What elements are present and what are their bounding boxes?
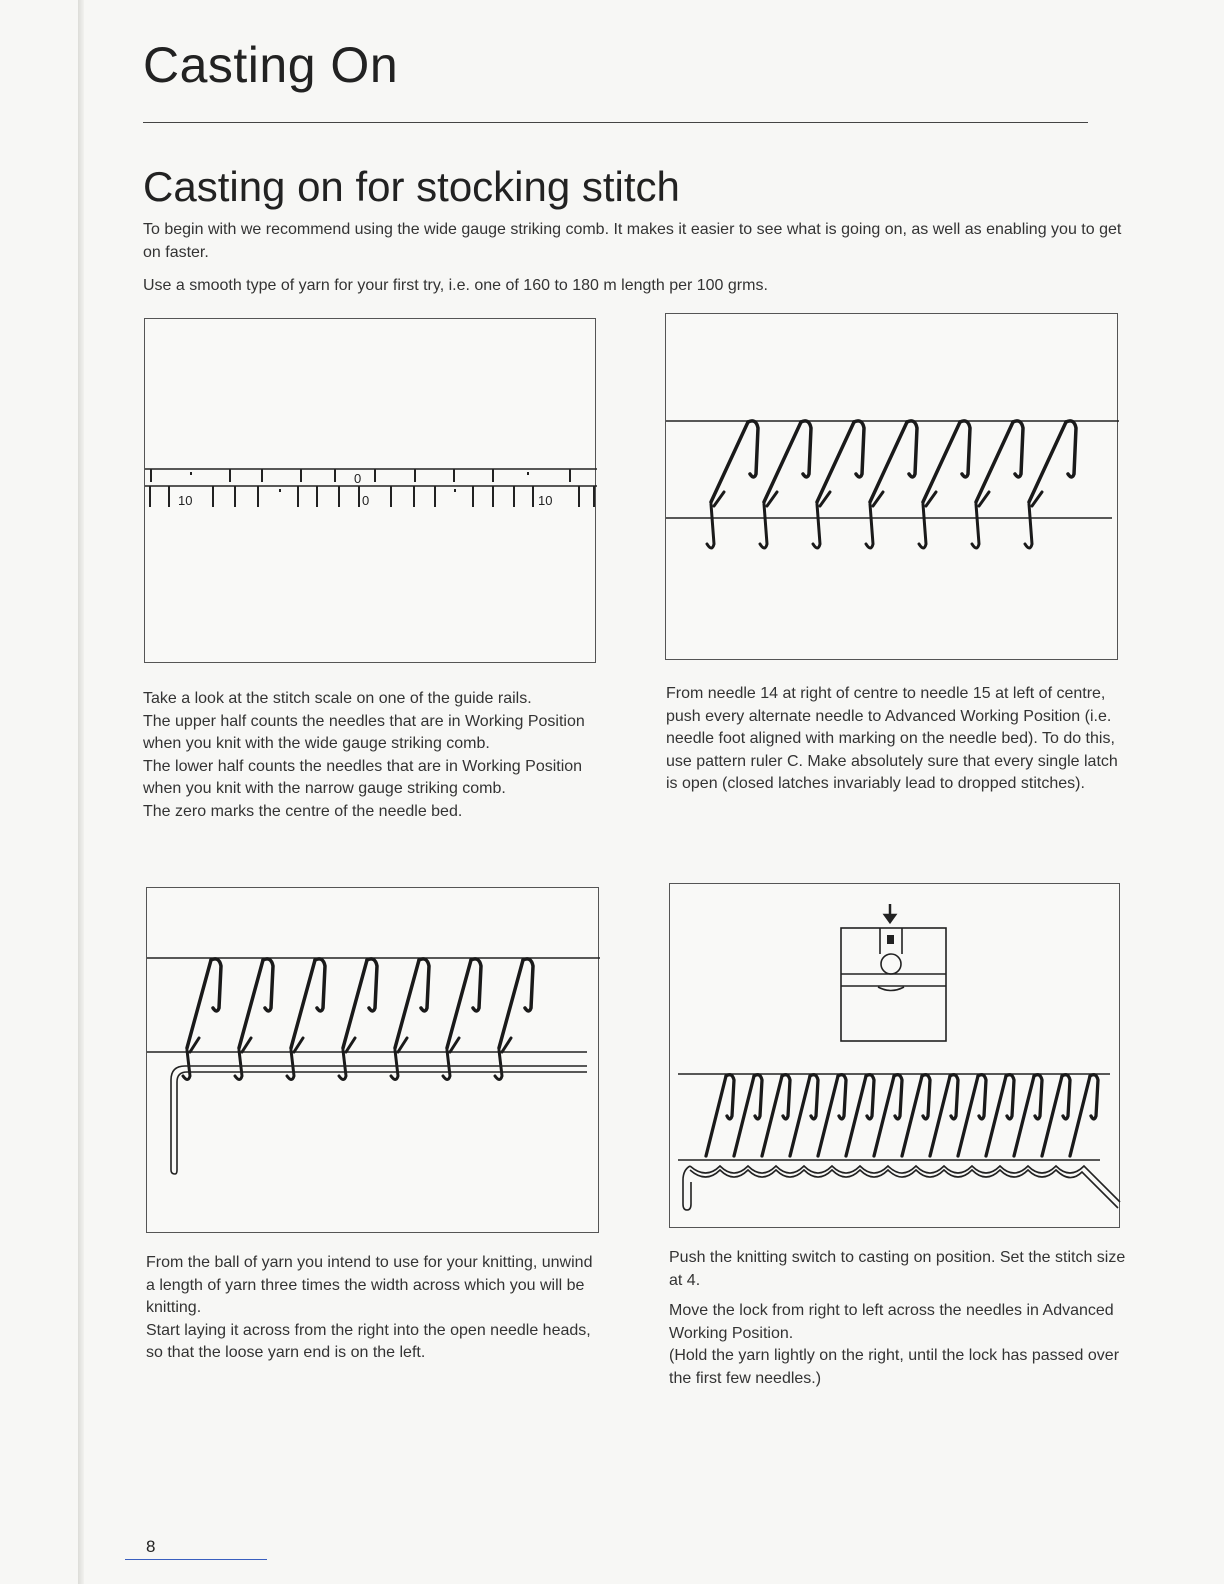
scale-lower-zero: 0 [362,493,370,508]
caption-1-line-4: The zero marks the centre of the needle bed. [143,802,463,820]
casting-on-lock-illustration [670,884,1121,1229]
caption-2-paragraph: From needle 14 at right of centre to needle 15 at left of centre, push every alternate needle to Advanced Working Position (i.e. needle foot aligned with marking on the needle bed). To do this, use pattern ruler C. Make absolutely sure that every single latch is open (closed latches invariably lead to dropped stitches). [666,685,1118,792]
stitch-scale-illustration [145,319,597,664]
footer-underline [125,1559,267,1560]
caption-3-line-1: From the ball of yarn you intend to use for your knitting, unwind a length of yarn three times the width across which you will be knitting. [146,1254,593,1316]
scale-lower-left-label: 10 [178,493,193,508]
caption-1-line-1: Take a look at the stitch scale on one of the guide rails. [143,690,532,707]
section-title: Casting on for stocking stitch [143,163,680,210]
figure-stitch-scale [144,318,596,663]
arrow-down-icon [885,904,895,922]
figure-casting-on-lock [669,883,1120,1228]
caption-stitch-scale [143,688,613,823]
caption-alternate-needles [666,683,1131,796]
caption-4-line-3: (Hold the yarn lightly on the right, until the lock has passed over the first few needles.) [669,1347,1120,1387]
intro-paragraph-1: To begin with we recommend using the wide gauge striking comb. It makes it easier to see what is going on, as well as enabling you to get on faster. [143,221,1122,261]
intro-text [143,218,1123,307]
title-divider [143,122,1088,123]
scale-lower-right-label: 10 [538,493,553,508]
caption-casting-on-lock [669,1247,1129,1390]
laying-yarn-illustration [147,888,600,1234]
figure-laying-yarn [146,887,599,1233]
caption-4-line-2: Move the lock from right to left across the needles in Advanced Working Position. [669,1302,1114,1342]
caption-1-line-3: The lower half counts the needles that are in Working Position when you knit with the narrow gauge striking comb. [143,757,583,797]
scale-upper-zero: 0 [354,471,362,486]
caption-3-line-2: Start laying it across from the right into the open needle heads, so that the loose yarn end is on the left. [146,1321,591,1361]
page-title: Casting On [143,37,399,93]
lock-outline [841,928,946,1041]
page-number: 8 [146,1537,156,1556]
page-binding-edge [78,0,84,1584]
caption-4-line-1: Push the knitting switch to casting on position. Set the stitch size at 4. [669,1249,1126,1289]
alternate-needles-illustration [666,314,1119,661]
intro-paragraph-2: Use a smooth type of yarn for your first try, i.e. one of 160 to 180 m length per 100 grms. [143,277,768,294]
caption-1-line-2: The upper half counts the needles that are in Working Position when you knit with the wide gauge striking comb. [143,712,585,752]
caption-laying-yarn [146,1252,601,1365]
figure-alternate-needles [665,313,1118,660]
